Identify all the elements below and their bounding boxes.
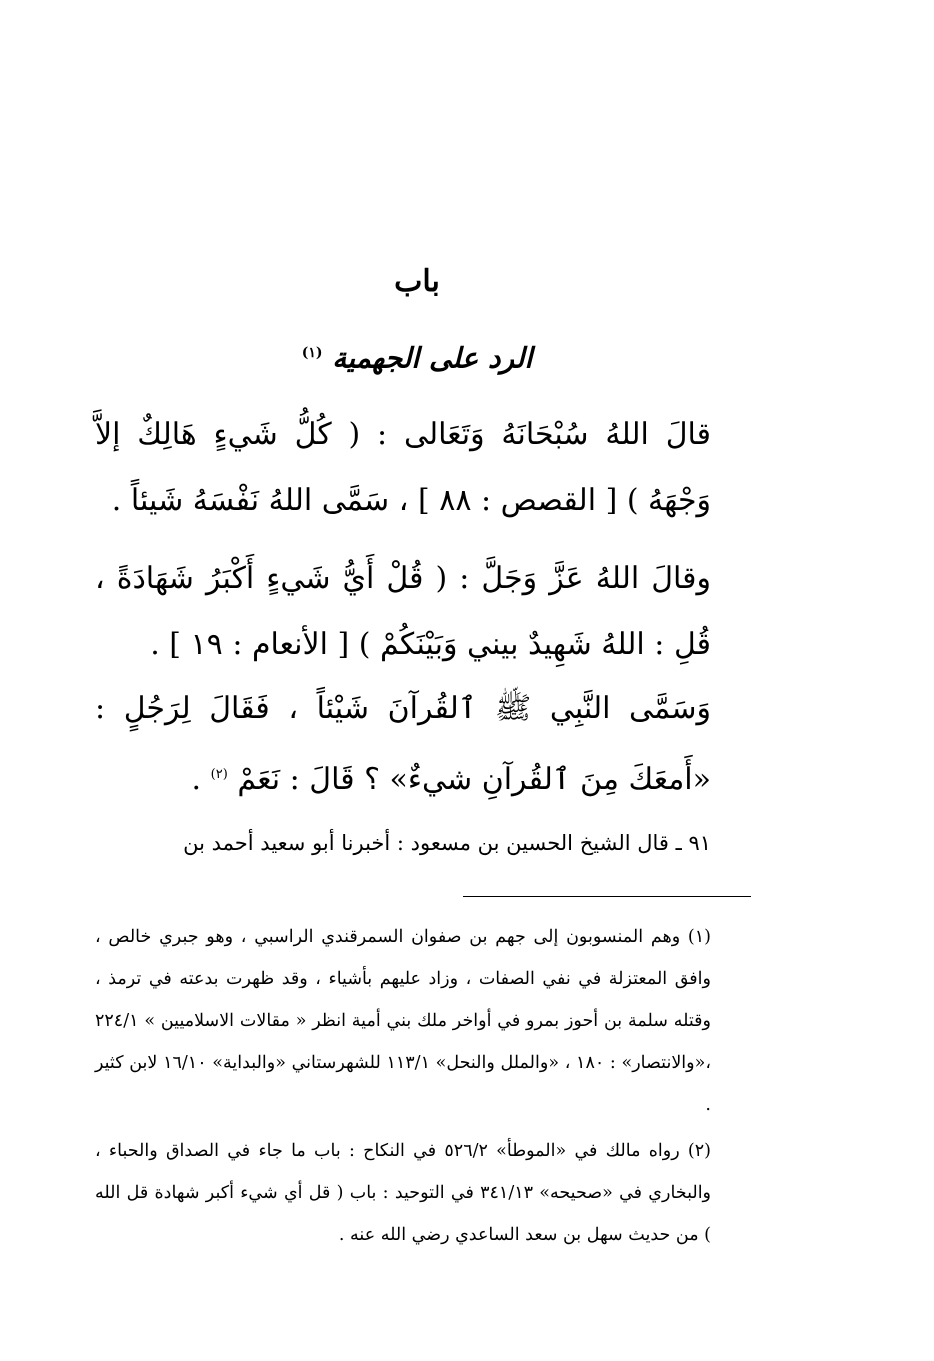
footnote-ref-1: (١)	[301, 345, 323, 361]
paragraph-narration: ٩١ ـ قال الشيخ الحسين بن مسعود : أخبرنا أبو سعيد أحمد بن	[183, 831, 711, 855]
footnote-ref-2: (٢)	[210, 767, 228, 782]
chapter-title	[0, 330, 834, 381]
chapter-title-text: الرد على الجهمية	[332, 341, 533, 375]
paragraph-hadith	[95, 676, 711, 813]
paragraph-quran-verse-1: قالَ اللهُ سُبْحَانَهُ وَتَعَالى : ( كُلُّ شَيءٍ هَالِكٌ إلاَّ وَجْهَهُ ) [ القصص : ٨٨ ] ، سَمَّى اللهُ نَفْسَهُ شَيئاً .	[95, 417, 711, 518]
paragraph-hadith-text: وَسَمَّى النَّبِي ﷺ ٱلقُرآنَ شَيْئاً ، فَقَالَ لِرَجُلٍ : «أَمعَكَ مِنَ ٱلقُرآنِ شيءٌ» ؟ قَالَ : نَعَمْ	[95, 691, 711, 797]
footnote-2: (٢) رواه مالك في «الموطأ» ٥٢٦/٢ في النكاح : باب ما جاء في الصداق والحباء ، والبخاري في «صحيحه» ٣٤١/١٣ في التوحيد : باب ( قل أي شيء أكبر شهادة قل الله ) من حديث سهل بن سعد الساعدي رضي الله عنه .	[95, 1141, 712, 1245]
chapter-heading-word: باب	[394, 264, 440, 299]
paragraph-quran-verse-2: وقالَ اللهُ عَزَّ وَجَلَّ : ( قُلْ أَيُّ شَيءٍ أَكْبَرُ شَهَادَةً ، قُلِ : اللهُ شَهِيدٌ بيني وَبَيْنَكُمْ ) [ الأنعام : ١٩ ] .	[95, 561, 711, 662]
footnote-1: (١) وهم المنسوبون إلى جهم بن صفوان السمرقندي الراسبي ، وهو جبري خالص ، وافق المعتزلة في نفي الصفات ، وزاد عليهم بأشياء ، وقد ظهرت بدعته في ترمذ ، وقتله سلمة بن أحوز بمرو في أواخر ملك بني أمية انظر « مقالات الاسلاميين » ٢٢٤/١ ،«والانتصار» : ١٨٠ ، «والملل والنحل» ١١٣/١ للشهرستاني «والبداية» ١٦/١٠ لابن كثير .	[95, 927, 711, 1115]
paragraph-hadith-end: .	[191, 762, 202, 797]
footnote-divider	[463, 896, 751, 897]
